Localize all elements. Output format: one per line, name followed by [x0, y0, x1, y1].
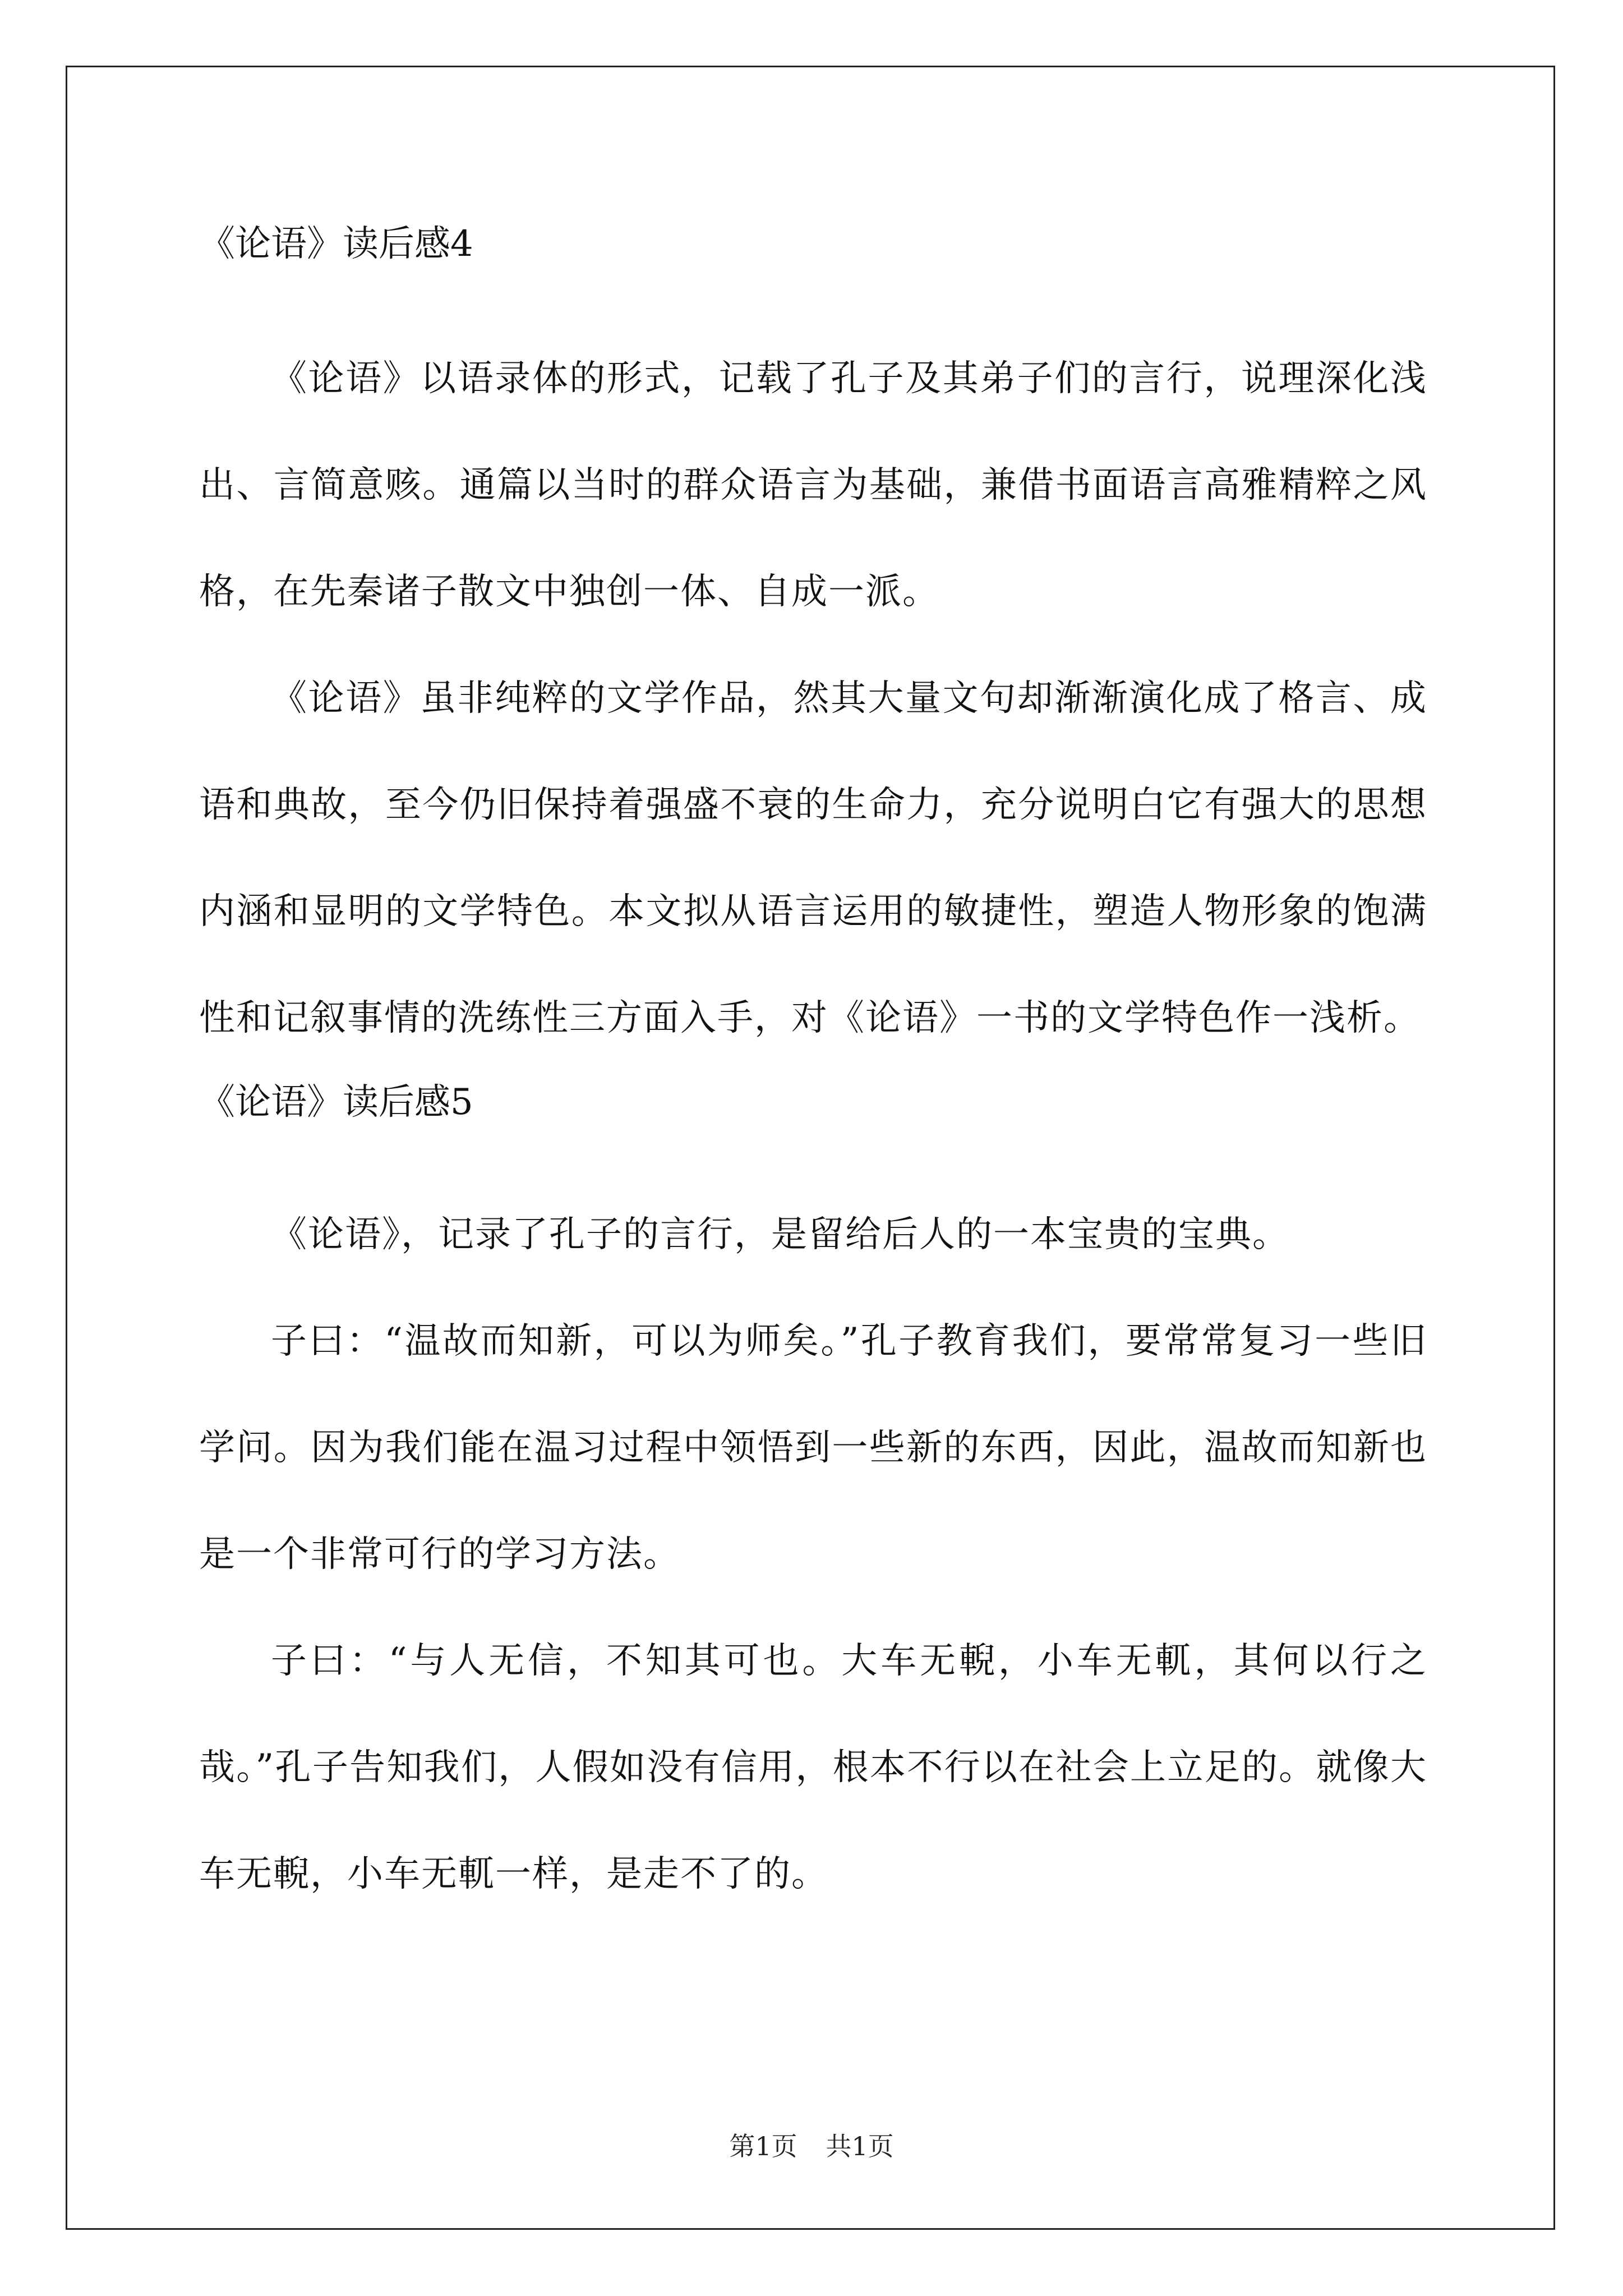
section-title: 《论语》读后感4	[199, 223, 473, 265]
paragraph: 《论语》以语录体的形式，记载了孔子及其弟子们的言行，说理深化浅出、言简意赅。通篇以当时的群众语言为基础，兼借书面语言高雅精粹之风格，在先秦诸子散文中独创一体、自成一派。	[199, 358, 1427, 613]
paragraph: 《论语》，记录了孔子的言行，是留给后人的一本宝贵的宝典。	[271, 1214, 1289, 1255]
section-4	[199, 219, 1427, 1071]
paragraph: 子曰：“与人无信，不知其可也。大车无輗，小车无軏，其何以行之哉。”孔子告知我们，人假如没有信用，根本不行以在社会上立足的。就像大车无輗，小车无軏一样，是走不了的。	[199, 1640, 1427, 1895]
paragraph: 《论语》虽非纯粹的文学作品，然其大量文句却渐渐演化成了格言、成语和典故，至今仍旧保持着强盛不衰的生命力，充分说明白它有强大的思想内涵和显明的文学特色。本文拟从语言运用的敏捷性，塑造人物形象的饱满性和记叙事情的洗练性三方面入手，对《论语》一书的文学特色作一浅析。	[199, 678, 1427, 1039]
document-body	[199, 219, 1427, 1927]
page-number: 第1页	[729, 2131, 797, 2161]
page-total: 共1页	[826, 2131, 894, 2161]
paragraph: 子曰：“温故而知新，可以为师矣。”孔子教育我们，要常常复习一些旧学问。因为我们能在温习过程中领悟到一些新的东西，因此，温故而知新也是一个非常可行的学习方法。	[199, 1320, 1427, 1575]
page-footer	[0, 2126, 1623, 2163]
section-title: 《论语》读后感5	[199, 1082, 473, 1123]
section-5	[199, 1077, 1427, 1927]
